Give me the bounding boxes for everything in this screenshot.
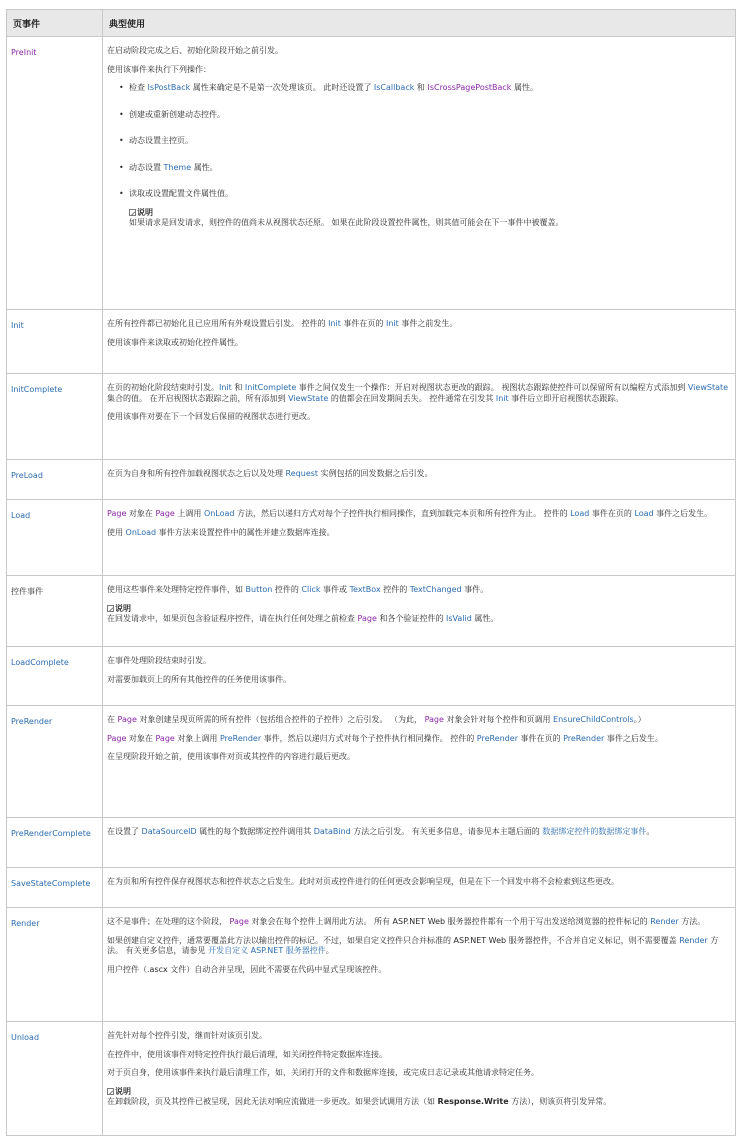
render-custom-controls: 如果创建自定义控件，通常要覆盖此方法以输出控件的标记。不过，如果自定义控件只合并标准的 ASP.NET Web 服务器控件，不合并自定义标记，则不需要覆盖 Render 方法。 有关更多信息，请参见 开发自定义 ASP.NET 服务器控件。 (107, 935, 719, 955)
link-initcomplete[interactable]: InitComplete (244, 383, 297, 392)
note-icon (107, 605, 114, 612)
unload-controls: 在控件中，使用该事件对特定控件执行最后清理，如关闭控件特定数据库连接。 (107, 1049, 387, 1059)
link-ispostback[interactable]: IsPostBack (147, 83, 191, 92)
table-row-savestatecomplete (7, 868, 736, 908)
note-text: 如果请求是回发请求，则控件的值尚未从视图状态还原。 如果在此阶段设置控件属性，则其值可能会在下一事件中被覆盖。 (129, 218, 564, 227)
event-name-load[interactable]: Load (11, 511, 31, 520)
table-row-unload (7, 1022, 736, 1136)
note-icon (107, 1088, 114, 1095)
note-icon (129, 209, 136, 216)
loadcomplete-summary: 在事件处理阶段结束时引发。 (107, 656, 211, 665)
initcomplete-summary: 在页的初始化阶段结束时引发。Init 和 InitComplete 事件之间仅发生一个操作：开启对视图状态更改的跟踪。 视图状态跟踪使控件可以保留所有以编程方式添加到 ViewState 集合的值。 在开启视图状态跟踪之前，所有添加到 ViewState 的值都会在回发期间丢失。 控件通常在引发其 Init 事件后立即开启视图状态跟踪。 (107, 383, 729, 403)
link-load[interactable]: Load (634, 509, 654, 518)
link-page[interactable]: Page (229, 917, 249, 926)
table-row-control-events (7, 576, 736, 647)
link-init[interactable]: Init (385, 319, 399, 328)
event-name-initcomplete[interactable]: InitComplete (11, 385, 63, 394)
control-events-summary: 使用这些事件来处理特定控件事件，如 Button 控件的 Click 事件或 TextBox 控件的 TextChanged 事件。 (107, 585, 489, 594)
link-page[interactable]: Page (424, 715, 444, 724)
link-button[interactable]: Button (245, 585, 273, 594)
link-click[interactable]: Click (301, 585, 321, 594)
event-name-prerender[interactable]: PreRender (11, 717, 53, 726)
note-preinit (129, 208, 731, 229)
event-name-init[interactable]: Init (11, 321, 24, 330)
event-name-savestatecomplete[interactable]: SaveStateComplete (11, 879, 91, 888)
table-row-prerender (7, 706, 736, 818)
header-event: 页事件 (7, 10, 103, 37)
event-name-unload[interactable]: Unload (11, 1033, 40, 1042)
preinit-intro: 使用该事件来执行下列操作： (107, 64, 211, 74)
link-load[interactable]: Load (570, 509, 590, 518)
link-onload[interactable]: OnLoad (125, 527, 157, 537)
event-name-prerendercomplete[interactable]: PreRenderComplete (11, 829, 91, 838)
table-row-initcomplete (7, 374, 736, 460)
unload-page: 对于页自身，使用该事件来执行最后清理工作，如，关闭打开的文件和数据库连接，或完成日志记录或其他请求特定任务。 (107, 1068, 539, 1077)
table-row-init (7, 310, 736, 374)
load-summary: Page 对象在 Page 上调用 OnLoad 方法，然后以递归方式对每个子控件执行相同操作，直到加载完本页和所有控件为止。 控件的 Load 事件在页的 Load 事件之后发生。 (107, 509, 713, 518)
page-events-table (6, 9, 736, 1136)
render-summary: 这不是事件；在处理的这个阶段， Page 对象会在每个控件上调用此方法。 所有 ASP.NET Web 服务器控件都有一个用于写出发送给浏览器的控件标记的 Render 方法。 (107, 917, 706, 926)
note-unload (107, 1087, 731, 1108)
link-textbox[interactable]: TextBox (349, 585, 381, 594)
loadcomplete-usage: 对需要加载页上的所有其他控件的任务使用该事件。 (107, 674, 291, 684)
note-text: 在回发请求中，如果页包含验证程序控件，请在执行任何处理之前检查 Page 和各个验证控件的 IsValid 属性。 (107, 614, 499, 623)
link-ensurechildcontrols[interactable]: EnsureChildControls (553, 715, 634, 724)
link-databinding-events[interactable]: 数据绑定控件的数据绑定事件 (542, 827, 647, 836)
initcomplete-usage: 使用该事件对要在下一个回发后保留的视图状态进行更改。 (107, 412, 315, 421)
link-develop-custom-controls[interactable]: 开发自定义 ASP.NET 服务器控件 (208, 946, 326, 955)
prerendercomplete-summary: 在设置了 DataSourceID 属性的每个数据绑定控件调用其 DataBind 方法之后引发。 有关更多信息，请参见本主题后面的 数据绑定控件的数据绑定事件。 (107, 827, 655, 836)
link-onload[interactable]: OnLoad (203, 509, 235, 518)
table-row-prerendercomplete (7, 818, 736, 868)
load-usage: 使用 OnLoad 事件方法来设置控件中的属性并建立数据库连接。 (107, 527, 335, 537)
init-usage: 使用该事件来读取或初始化控件属性。 (107, 337, 243, 347)
list-item: • 创建或重新创建动态控件。 (119, 109, 225, 119)
preinit-task-list (107, 83, 731, 200)
link-init[interactable]: Init (495, 393, 509, 403)
savestatecomplete-summary: 在为页和所有控件保存视图状态和控件状态之后发生。此时对页或控件进行的任何更改会影响呈现，但是在下一个回发中将不会检索到这些更改。 (107, 877, 619, 886)
bullet-icon: • (119, 162, 124, 172)
link-request[interactable]: Request (285, 469, 319, 478)
init-summary: 在所有控件都已初始化且已应用所有外观设置后引发。 控件的 Init 事件在页的 Init 事件之前发生。 (107, 319, 458, 328)
table-row-preinit (7, 37, 736, 310)
link-isvalid[interactable]: IsValid (446, 614, 472, 623)
link-viewstate[interactable]: ViewState (288, 393, 329, 403)
link-page[interactable]: Page (357, 614, 377, 623)
table-row-preload (7, 460, 736, 500)
event-name-preload[interactable]: PreLoad (11, 471, 43, 480)
list-item: • 动态设置主控页。 (119, 136, 193, 145)
preload-summary: 在页为自身和所有控件加载视图状态之后以及处理 Request 实例包括的回发数据之后引发。 (107, 469, 433, 478)
link-render[interactable]: Render (679, 935, 708, 945)
event-name-control-events: 控件事件 (11, 587, 43, 596)
table-row-render (7, 908, 736, 1022)
event-name-loadcomplete[interactable]: LoadComplete (11, 658, 69, 667)
note-text: 在卸载阶段，页及其控件已被呈现，因此无法对响应流做进一步更改。如果尝试调用方法（如 Response.Write 方法），则该页将引发异常。 (107, 1097, 612, 1106)
bullet-icon: • (119, 83, 124, 92)
list-item: • 读取或设置配置文件属性值。 (119, 189, 233, 198)
link-page[interactable]: Page (107, 509, 127, 518)
link-render[interactable]: Render (650, 917, 679, 926)
bullet-icon: • (119, 136, 124, 145)
table-row-load (7, 500, 736, 576)
preinit-summary: 在启动阶段完成之后、初始化阶段开始之前引发。 (107, 46, 283, 55)
link-page[interactable]: Page (155, 509, 175, 518)
bullet-icon: • (119, 109, 124, 119)
event-name-render[interactable]: Render (11, 919, 40, 928)
note-control-events (107, 604, 731, 625)
note-label: 说明 (115, 1086, 131, 1096)
code-response-write: Response.Write (437, 1097, 509, 1106)
list-item: • 检查 IsPostBack 属性来确定是不是第一次处理该页。 此时还设置了 IsCallback 和 IsCrossPagePostBack 属性。 (119, 83, 538, 92)
link-iscallback[interactable]: IsCallback (373, 83, 415, 92)
link-databind[interactable]: DataBind (313, 827, 351, 836)
bullet-icon: • (119, 189, 124, 198)
link-prerender[interactable]: PreRender (563, 733, 605, 743)
link-page[interactable]: Page (117, 715, 137, 724)
link-init[interactable]: Init (328, 319, 341, 328)
table-row-loadcomplete (7, 647, 736, 706)
link-page[interactable]: Page (155, 733, 175, 743)
event-name-preinit[interactable]: PreInit (11, 48, 37, 57)
link-textchanged[interactable]: TextChanged (409, 585, 462, 594)
link-iscrosspagepostback[interactable]: IsCrossPagePostBack (427, 83, 512, 92)
link-theme[interactable]: Theme (163, 162, 192, 172)
link-viewstate[interactable]: ViewState (687, 383, 729, 392)
unload-summary: 首先针对每个控件引发，继而针对该页引发。 (107, 1031, 267, 1040)
prerender-summary: 在 Page 对象创建呈现页所需的所有控件（包括组合控件的子控件）之后引发。 （为此， Page 对象会针对每个控件和页调用 EnsureChildControls。） (107, 715, 646, 724)
link-datasourceid[interactable]: DataSourceID (141, 827, 197, 836)
link-init[interactable]: Init (219, 383, 232, 392)
link-prerender[interactable]: PreRender (219, 733, 262, 743)
prerender-usage: 在呈现阶段开始之前，使用该事件对页或其控件的内容进行最后更改。 (107, 752, 355, 761)
table-header-row (7, 10, 736, 37)
link-prerender[interactable]: PreRender (476, 733, 518, 743)
prerender-detail: Page 对象在 Page 对象上调用 PreRender 事件，然后以递归方式对每个子控件执行相同操作。 控件的 PreRender 事件在页的 PreRender 事件之后发生。 (107, 733, 663, 743)
note-label: 说明 (115, 603, 131, 613)
render-user-controls: 用户控件（.ascx 文件）自动合并呈现，因此不需要在代码中显式呈现该控件。 (107, 964, 387, 974)
note-label: 说明 (137, 207, 153, 217)
list-item: • 动态设置 Theme 属性。 (119, 162, 218, 172)
link-page[interactable]: Page (107, 733, 127, 743)
header-usage: 典型使用 (103, 10, 736, 37)
